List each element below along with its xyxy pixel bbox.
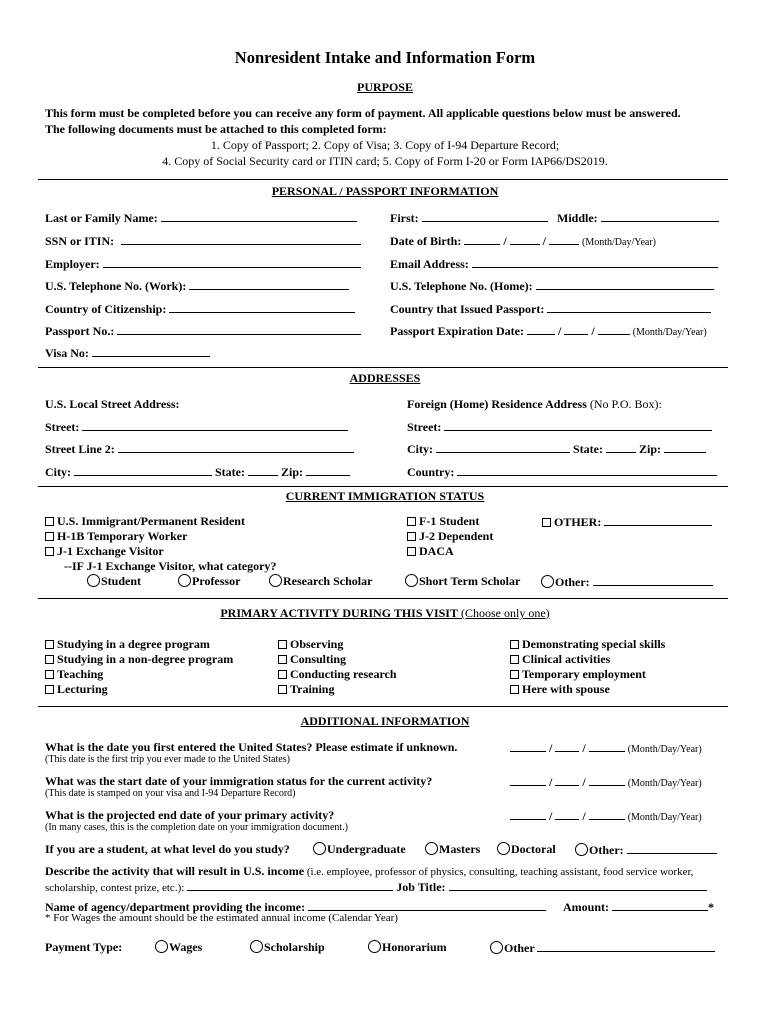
level-doctoral[interactable]: [497, 842, 556, 857]
ssn-label: SSN or ITIN:: [45, 234, 115, 248]
status-f1[interactable]: [407, 514, 479, 529]
j1-cat-other[interactable]: [541, 574, 713, 590]
payment-wages[interactable]: [155, 940, 202, 955]
j1-cat-research[interactable]: [269, 574, 372, 589]
status-j1[interactable]: [45, 544, 164, 559]
us-city-input[interactable]: [74, 464, 212, 476]
status-other-label: OTHER:: [554, 515, 602, 529]
amount-field[interactable]: [563, 899, 714, 915]
j1-cat-other-input[interactable]: [593, 574, 713, 586]
tel-home-label: U.S. Telephone No. (Home):: [390, 279, 533, 293]
email-label: Email Address:: [390, 257, 469, 271]
activity-observing-label: Observing: [290, 637, 344, 651]
us-city-label: City:: [45, 465, 71, 479]
employer-label: Employer:: [45, 257, 100, 271]
j1-cat-professor[interactable]: [178, 574, 240, 589]
middle-name-input[interactable]: [601, 210, 719, 222]
middle-name-field[interactable]: [557, 210, 719, 226]
j1-cat-short-label: Short Term Scholar: [419, 574, 521, 588]
checkbox[interactable]: [407, 517, 416, 526]
q3-date-field[interactable]: / / (Month/Day/Year): [510, 808, 702, 824]
payment-other[interactable]: [490, 940, 715, 956]
first-name-input[interactable]: [422, 210, 548, 222]
activity-non-degree-label: Studying in a non-degree program: [57, 652, 234, 666]
divider: [38, 706, 728, 707]
employer-field[interactable]: [45, 256, 361, 272]
email-field[interactable]: [390, 256, 718, 272]
describe-activity-note: (i.e. employee, professor of physics, consulting, teaching assistant, food service worker,: [304, 866, 694, 878]
activity-consulting[interactable]: [278, 652, 346, 667]
status-j2-label: J-2 Dependent: [419, 529, 494, 543]
radio[interactable]: [155, 940, 168, 953]
payment-honorarium-label: Honorarium: [382, 940, 447, 954]
q2-label: What was the start date of your immigration status for the current activity?: [45, 774, 433, 788]
passport-no-field[interactable]: [45, 323, 361, 339]
divider: [38, 486, 728, 487]
level-doctoral-label: Doctoral: [511, 842, 556, 856]
foreign-city-input[interactable]: [436, 441, 570, 453]
q2-day-input[interactable]: [555, 774, 579, 786]
agency-input[interactable]: [308, 899, 546, 911]
q3-year-input[interactable]: [589, 808, 625, 820]
q1-note: (This date is the first trip you ever made to the United States): [45, 754, 290, 765]
checkbox[interactable]: [45, 532, 54, 541]
checkbox[interactable]: [278, 685, 287, 694]
activity-clinical-label: Clinical activities: [522, 652, 611, 666]
us-state-input[interactable]: [248, 464, 278, 476]
describe-activity-field[interactable]: [45, 879, 707, 895]
radio[interactable]: [269, 574, 282, 587]
q1-month-input[interactable]: [510, 740, 546, 752]
q1-day-input[interactable]: [555, 740, 579, 752]
no-po-box-note: (No P.O. Box):: [586, 397, 662, 411]
passport-exp-day-input[interactable]: [564, 323, 588, 335]
radio[interactable]: [87, 574, 100, 587]
amount-label: Amount:: [563, 900, 610, 914]
radio[interactable]: [425, 842, 438, 855]
visa-no-label: Visa No:: [45, 346, 89, 360]
describe-activity-note2: scholarship, contest prize, etc.):: [45, 882, 185, 894]
q2-month-input[interactable]: [510, 774, 546, 786]
checkbox[interactable]: [45, 670, 54, 679]
passport-country-input[interactable]: [547, 301, 711, 313]
activity-special-skills[interactable]: [510, 637, 665, 652]
status-us-immigrant[interactable]: [45, 514, 245, 529]
level-other-input[interactable]: [627, 842, 717, 854]
q1-format-hint: (Month/Day/Year): [627, 744, 702, 755]
describe-activity-line: [45, 864, 693, 879]
foreign-country-input[interactable]: [457, 464, 717, 476]
q2-year-input[interactable]: [589, 774, 625, 786]
status-us-immigrant-label: U.S. Immigrant/Permanent Resident: [57, 514, 245, 528]
activity-observing[interactable]: [278, 637, 343, 652]
describe-activity-label: Describe the activity that will result in U.S. income: [45, 864, 305, 878]
activity-heading: [0, 606, 770, 621]
additional-heading: ADDITIONAL INFORMATION: [300, 714, 470, 728]
status-daca[interactable]: [407, 544, 454, 559]
q1-date-field[interactable]: / / (Month/Day/Year): [510, 740, 702, 756]
status-h1b-label: H-1B Temporary Worker: [57, 529, 188, 543]
us-state-label: State:: [215, 465, 245, 479]
checkbox[interactable]: [45, 547, 54, 556]
j1-cat-student[interactable]: [87, 574, 141, 589]
passport-exp-month-input[interactable]: [527, 323, 555, 335]
activity-temp-employment-label: Temporary employment: [522, 667, 646, 681]
passport-no-input[interactable]: [117, 323, 361, 335]
activity-spouse-label: Here with spouse: [522, 682, 610, 696]
activity-choose-note: (Choose only one): [457, 606, 550, 620]
checkbox[interactable]: [45, 685, 54, 694]
job-title-label: Job Title:: [396, 880, 446, 894]
checkbox[interactable]: [45, 517, 54, 526]
amount-asterisk: *: [708, 900, 715, 914]
payment-honorarium[interactable]: [368, 940, 447, 955]
us-street-label: Street:: [45, 420, 80, 434]
status-f1-label: F-1 Student: [419, 514, 480, 528]
level-other-label: Other:: [589, 843, 624, 857]
passport-exp-format-hint: (Month/Day/Year): [632, 327, 707, 338]
us-street-field[interactable]: [45, 419, 348, 435]
checkbox[interactable]: [278, 655, 287, 664]
tel-home-input[interactable]: [536, 278, 714, 290]
first-name-field[interactable]: [390, 210, 548, 226]
status-h1b[interactable]: [45, 529, 187, 544]
purpose-heading: PURPOSE: [356, 80, 413, 94]
activity-degree-label: Studying in a degree program: [57, 637, 210, 651]
activity-degree[interactable]: [45, 637, 210, 652]
us-street2-input[interactable]: [118, 441, 354, 453]
q3-note: (In many cases, this is the completion date on your immigration document.): [45, 822, 348, 833]
passport-country-label: Country that Issued Passport:: [390, 302, 545, 316]
activity-training-label: Training: [290, 682, 335, 696]
ssn-input[interactable]: [121, 233, 361, 245]
us-city-field[interactable]: [45, 464, 350, 480]
status-j2[interactable]: [407, 529, 493, 544]
divider: [38, 179, 728, 180]
immigration-heading: CURRENT IMMIGRATION STATUS: [285, 489, 485, 503]
dob-field[interactable]: Date of Birth: / / (Month/Day/Year): [390, 234, 656, 248]
q1-label: What is the date you first entered the United States? Please estimate if unknown.: [45, 740, 458, 754]
activity-research-label: Conducting research: [290, 667, 397, 681]
foreign-state-label: State:: [573, 442, 603, 456]
foreign-city-label: City:: [407, 442, 433, 456]
payment-wages-label: Wages: [169, 940, 203, 954]
dob-format-hint: (Month/Day/Year): [582, 237, 656, 248]
j1-cat-research-label: Research Scholar: [283, 574, 373, 588]
foreign-address-label: [407, 397, 662, 412]
last-name-field[interactable]: [45, 210, 357, 226]
radio[interactable]: [313, 842, 326, 855]
purpose-line-2: The following documents must be attached to this completed form:: [45, 122, 387, 136]
foreign-country-field[interactable]: [407, 464, 717, 480]
divider: [38, 598, 728, 599]
activity-lecturing[interactable]: [45, 682, 108, 697]
checkbox[interactable]: [542, 518, 551, 527]
level-masters-label: Masters: [439, 842, 481, 856]
activity-teaching-label: Teaching: [57, 667, 104, 681]
us-street2-field[interactable]: [45, 441, 354, 457]
activity-spouse[interactable]: [510, 682, 610, 697]
describe-activity-input[interactable]: [187, 879, 393, 891]
payment-scholarship[interactable]: [250, 940, 325, 955]
personal-heading: PERSONAL / PASSPORT INFORMATION: [271, 184, 499, 198]
activity-clinical[interactable]: [510, 652, 610, 667]
activity-lecturing-label: Lecturing: [57, 682, 108, 696]
dob-day-input[interactable]: [510, 233, 540, 245]
first-name-label: First:: [390, 211, 419, 225]
activity-consulting-label: Consulting: [290, 652, 347, 666]
passport-exp-field[interactable]: Passport Expiration Date: / / (Month/Day/Year): [390, 324, 707, 338]
checkbox[interactable]: [510, 670, 519, 679]
dob-label: Date of Birth:: [390, 234, 462, 248]
j1-cat-other-label: Other:: [555, 575, 590, 589]
foreign-country-label: Country:: [407, 465, 455, 479]
passport-exp-label: Passport Expiration Date:: [390, 324, 524, 338]
radio[interactable]: [541, 575, 554, 588]
last-name-input[interactable]: [161, 210, 357, 222]
activity-special-skills-label: Demonstrating special skills: [522, 637, 666, 651]
dob-month-input[interactable]: [464, 233, 500, 245]
radio[interactable]: [178, 574, 191, 587]
level-other[interactable]: [575, 842, 717, 858]
ssn-field[interactable]: [45, 233, 361, 249]
us-street-input[interactable]: [82, 419, 348, 431]
employer-input[interactable]: [103, 256, 361, 268]
q3-month-input[interactable]: [510, 808, 546, 820]
tel-work-label: U.S. Telephone No. (Work):: [45, 279, 187, 293]
q2-date-field[interactable]: / / (Month/Day/Year): [510, 774, 702, 790]
q1-year-input[interactable]: [589, 740, 625, 752]
status-other-input[interactable]: [604, 514, 712, 526]
foreign-city-field[interactable]: [407, 441, 706, 457]
citizenship-field[interactable]: [45, 301, 355, 317]
activity-non-degree[interactable]: [45, 652, 233, 667]
us-address-label: U.S. Local Street Address:: [45, 397, 180, 411]
q3-label: What is the projected end date of your primary activity?: [45, 808, 335, 822]
j1-category-question: --IF J-1 Exchange Visitor, what category?: [64, 559, 277, 573]
citizenship-input[interactable]: [169, 301, 355, 313]
passport-exp-year-input[interactable]: [598, 323, 630, 335]
checkbox[interactable]: [278, 640, 287, 649]
level-undergraduate-label: Undergraduate: [327, 842, 406, 856]
q2-note: (This date is stamped on your visa and I-94 Departure Record): [45, 788, 296, 799]
passport-country-field[interactable]: [390, 301, 711, 317]
checkbox[interactable]: [407, 547, 416, 556]
foreign-street-field[interactable]: [407, 419, 712, 435]
passport-no-label: Passport No.:: [45, 324, 115, 338]
purpose-line-3: 1. Copy of Passport; 2. Copy of Visa; 3. Copy of I-94 Departure Record;: [210, 138, 560, 152]
visa-no-field[interactable]: [45, 345, 210, 361]
tel-work-input[interactable]: [189, 278, 349, 290]
q3-format-hint: (Month/Day/Year): [627, 812, 702, 823]
checkbox[interactable]: [45, 640, 54, 649]
wages-note: * For Wages the amount should be the estimated annual income (Calendar Year): [45, 912, 398, 924]
foreign-address-title: Foreign (Home) Residence Address: [407, 397, 587, 411]
foreign-state-input[interactable]: [606, 441, 636, 453]
student-level-label: If you are a student, at what level do you study?: [45, 842, 290, 856]
amount-input[interactable]: [612, 899, 708, 911]
payment-other-input[interactable]: [537, 940, 715, 952]
checkbox[interactable]: [45, 655, 54, 664]
activity-temp-employment[interactable]: [510, 667, 646, 682]
j1-cat-short[interactable]: [405, 574, 520, 589]
j1-cat-student-label: Student: [101, 574, 142, 588]
payment-other-label: Other: [504, 941, 535, 955]
foreign-zip-input[interactable]: [664, 441, 706, 453]
checkbox[interactable]: [510, 685, 519, 694]
status-daca-label: DACA: [419, 544, 454, 558]
radio[interactable]: [575, 843, 588, 856]
j1-cat-professor-label: Professor: [192, 574, 241, 588]
radio[interactable]: [497, 842, 510, 855]
job-title-input[interactable]: [449, 879, 707, 891]
dob-year-input[interactable]: [549, 233, 579, 245]
activity-teaching[interactable]: [45, 667, 103, 682]
checkbox[interactable]: [510, 640, 519, 649]
q2-format-hint: (Month/Day/Year): [627, 778, 702, 789]
payment-type-label: Payment Type:: [45, 940, 123, 954]
us-street2-label: Street Line 2:: [45, 442, 115, 456]
foreign-street-label: Street:: [407, 420, 442, 434]
us-zip-label: Zip:: [281, 465, 304, 479]
radio[interactable]: [250, 940, 263, 953]
level-masters[interactable]: [425, 842, 480, 857]
checkbox[interactable]: [278, 670, 287, 679]
radio[interactable]: [368, 940, 381, 953]
level-undergraduate[interactable]: [313, 842, 406, 857]
tel-home-field[interactable]: [390, 278, 714, 294]
last-name-label: Last or Family Name:: [45, 211, 158, 225]
divider: [38, 367, 728, 368]
purpose-line-4: 4. Copy of Social Security card or ITIN card; 5. Copy of Form I-20 or Form IAP66/DS2019.: [162, 154, 608, 168]
email-input[interactable]: [472, 256, 718, 268]
radio[interactable]: [490, 941, 503, 954]
form-title: Nonresident Intake and Information Form: [234, 48, 536, 67]
status-j1-label: J-1 Exchange Visitor: [57, 544, 164, 558]
middle-name-label: Middle:: [557, 211, 598, 225]
foreign-zip-label: Zip:: [639, 442, 662, 456]
visa-no-input[interactable]: [92, 345, 210, 357]
addresses-heading: ADDRESSES: [349, 371, 421, 385]
radio[interactable]: [405, 574, 418, 587]
activity-heading-text: PRIMARY ACTIVITY DURING THIS VISIT: [220, 606, 458, 620]
activity-research[interactable]: [278, 667, 397, 682]
tel-work-field[interactable]: [45, 278, 349, 294]
checkbox[interactable]: [510, 655, 519, 664]
status-other[interactable]: [542, 514, 712, 530]
citizenship-label: Country of Citizenship:: [45, 302, 167, 316]
agency-label: Name of agency/department providing the income:: [45, 900, 306, 914]
checkbox[interactable]: [407, 532, 416, 541]
q3-day-input[interactable]: [555, 808, 579, 820]
payment-scholarship-label: Scholarship: [264, 940, 325, 954]
purpose-line-1: This form must be completed before you can receive any form of payment. All applicable questions below must be answered.: [45, 106, 681, 120]
foreign-street-input[interactable]: [444, 419, 712, 431]
activity-training[interactable]: [278, 682, 334, 697]
us-zip-input[interactable]: [306, 464, 350, 476]
